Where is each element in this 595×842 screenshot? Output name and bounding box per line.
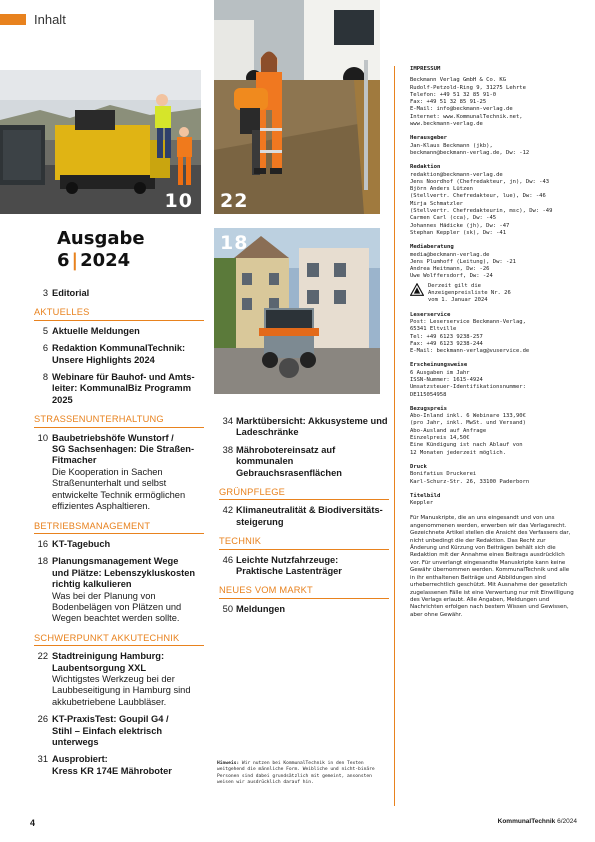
toc-title-line2: leiter: KommunalBiz Programm 2025 (52, 383, 191, 405)
toc-title-line2: Stihl – Einfach elektrisch unterwegs (52, 725, 163, 747)
toc-entry[interactable] (34, 539, 204, 550)
price-list-notice (410, 283, 574, 305)
issue-number-year (57, 250, 145, 272)
photo-page-number: 18 (220, 232, 249, 254)
footer-magazine-issue: 6/2024 (557, 818, 577, 825)
gender-note (217, 761, 387, 786)
toc-page: 6 (42, 343, 48, 354)
footer-magazine-name: KommunalTechnik (497, 818, 556, 825)
impressum-subheading: Bezugspreis (410, 405, 448, 412)
toc-title: Marktübersicht: Akkusysteme und (236, 416, 388, 426)
toc-title-line2: Gebrauchsrasenflächen (236, 467, 342, 478)
impressum-subheading: Mediaberatung (410, 244, 454, 251)
impressum-titelbild: Keppler (410, 500, 434, 507)
photo-street-sweeper (214, 228, 380, 394)
toc-title: Baubetriebshöfe Wunstorf / (52, 432, 174, 443)
toc-title-line2: SG Sachsenhagen: Die Straßen-Fitmacher (52, 444, 195, 466)
note-text: Wir nutzen bei KommunalTechnik in den Texten weitgehend die männliche Form. Weibliche und nicht-binäre Personen sind dabei grundsätzlich mit gemeint, ansonsten weisen wir ausdrücklich darauf hin. (217, 761, 375, 785)
toc-middle-column (219, 416, 389, 621)
section-heading-gruen: GRÜNPFLEGE (219, 487, 389, 500)
toc-title-line2: steigerung (236, 516, 284, 527)
impressum-bezugspreis: Abo-Inland inkl. 6 Webinare 133,90€ (pro Jahr, inkl. MwSt. und Versand) Abo-Ausland auf Anfrage Einzelpreis 14,50€ Eine Kündigung ist nach Ablauf von 12 Monaten jederzeit möglich. (410, 413, 526, 456)
toc-title: Editorial (52, 288, 90, 298)
impressum-heading: IMPRESSUM (410, 66, 441, 72)
issue-number: 6 (57, 250, 70, 271)
page-title: Inhalt (34, 12, 66, 27)
photo-page-number: 10 (164, 190, 193, 212)
toc-entry[interactable] (34, 754, 204, 777)
photo-leaf-blower-illustration (214, 0, 380, 214)
toc-entry[interactable] (34, 714, 204, 748)
impressum-erscheinung: 6 Ausgaben im Jahr ISSN-Nummer: 1615-4924 Umsatzsteuer-Identifikationsnummer: DE115054958 (410, 369, 526, 398)
issue-label: Ausgabe (57, 228, 145, 249)
toc-page: 46 (222, 554, 233, 565)
toc-title: Klimaneutralität & Biodiversitäts- (236, 505, 383, 516)
toc-entry[interactable] (219, 445, 389, 479)
impressum-subheading: Titelbild (410, 492, 441, 499)
impressum-column (394, 66, 574, 806)
toc-title-line2: Praktische Lastenträger (236, 566, 342, 577)
toc-page: 16 (37, 538, 48, 549)
toc-title-line2: Laubentsorgung XXL (52, 662, 146, 673)
toc-title: Meldungen (236, 603, 286, 614)
toc-page: 26 (37, 714, 48, 725)
toc-page: 34 (222, 416, 233, 426)
photo-page-number: 22 (220, 190, 249, 212)
toc-entry[interactable] (34, 326, 204, 337)
toc-title-line2: Kress KR 174E Mähroboter (52, 765, 172, 776)
issue-separator: | (71, 250, 79, 271)
note-label: Hinweis: (217, 761, 240, 766)
toc-page: 42 (222, 505, 233, 516)
toc-description: Was bei der Planung von Bodenbelägen von Plätzen und Wegen beachtet werden sollte. (52, 590, 182, 624)
impressum-leserservice: Post: Leserservice Beckmann-Verlag, 65341 Eltville Tel: +49 6123 9238-257 Fax: +49 6123 9238-244 E-Mail: beckmann-verlag@vuservice.de (410, 318, 530, 355)
toc-page: 8 (42, 372, 48, 383)
toc-title: Mährobotereinsatz auf kommunalen (236, 444, 336, 467)
impressum-publisher: Beckmann Verlag GmbH & Co. KG Rudolf-Petzold-Ring 9, 31275 Lehrte Telefon: +49 51 32 85 91-0 Fax: +49 51 32 85 91-25 E-Mail: info@beckmann-verlag.de Internet: www.KommunalTechnik.net, www.beckmann-verlag.de (410, 77, 526, 128)
toc-title: Planungsmanagement Wege (52, 556, 179, 567)
issue-block (57, 228, 145, 272)
toc-page: 50 (222, 603, 233, 614)
toc-entry[interactable] (34, 372, 204, 406)
impressum-druck: Bonifatius Druckerei Karl-Schurz-Str. 26, 33100 Paderborn (410, 471, 530, 485)
toc-page: 31 (37, 754, 48, 765)
section-heading-technik: TECHNIK (219, 536, 389, 549)
section-heading-betrieb: BETRIEBSMANAGEMENT (34, 521, 204, 534)
price-list-text: Derzeit gilt die Anzeigenpreisliste Nr. 26 vom 1. Januar 2024 (428, 282, 511, 304)
toc-title: Webinare für Bauhof- und Amts- (52, 372, 195, 383)
toc-entry[interactable] (219, 416, 389, 439)
section-heading-aktuelles: AKTUELLES (34, 307, 204, 320)
impressum-subheading: Leserservice (410, 311, 451, 318)
impressum-subheading: Herausgeber (410, 135, 448, 142)
impressum-subheading: Erscheinungsweise (410, 362, 468, 369)
footer-page-number: 4 (30, 818, 36, 828)
section-heading-strassen: STRASSENUNTERHALTUNG (34, 414, 204, 427)
toc-entry-editorial[interactable] (34, 288, 204, 299)
impressum-media: media@beckmann-verlag.de Jens Plumhoff (Leitung), Dw: -21 Andrea Heitmann, Dw: -26 Uwe Wolffersdorf, Dw: -24 (410, 251, 516, 280)
impressum-subheading: Druck (410, 463, 427, 470)
toc-description: Wichtigstes Werkzeug bei der Laubbeseitigung in Hamburg sind akkubetriebene Laubbläser. (52, 673, 191, 707)
toc-title-line2: Unsere Highlights 2024 (52, 354, 155, 365)
footer-magazine (498, 818, 577, 825)
toc-title-line2: und Plätze: Lebenszykluskosten richtig kalkulieren (52, 567, 196, 590)
toc-entry[interactable] (34, 343, 204, 366)
issue-year: 2024 (80, 250, 131, 271)
photo-road-paver (0, 70, 201, 214)
toc-title: KT-PraxisTest: Goupil G4 / (52, 714, 169, 725)
warning-triangle-icon (410, 283, 424, 296)
impressum-subheading: Redaktion (410, 164, 441, 171)
photo-leaf-blower (214, 0, 380, 214)
toc-title: Aktuelle Meldungen (52, 325, 140, 336)
toc-title-line2: Ladeschränke (236, 427, 299, 438)
toc-title: Ausprobiert: (52, 754, 108, 765)
toc-entry[interactable] (219, 604, 389, 615)
impressum-legal-text: Für Manuskripte, die an uns eingesandt und von uns angenommenen werden, erwerben wir das Verlagsrecht. Gezeichnete Artikel stellen die Ansicht des Verfassers dar, nicht unbedingt die der Redaktion. Das Recht zur Änderung und Kürzung von Beiträgen behält sich die Redaktion mit der Annahme eines Beitrags ausdrücklich vor. Für unverlangt eingesandte Manuskripte kann keine Gewähr übernommen werden. KommunalTechnik und alle in ihr enthaltenen Beiträge und Abbildungen sind urheberrechtlich geschützt. Mit Ausnahme der gesetzlich zugelassenen Fälle ist eine Verwertung nur mit Einwilligung des Verlags erlaubt. Alle Angaben, Meldungen und Nachrichten erfolgen nach bestem Wissen und Gewissen, aber ohne Gewähr. (410, 515, 574, 618)
toc-entry[interactable] (34, 556, 204, 624)
toc-page: 5 (42, 325, 48, 336)
toc-page: 38 (222, 444, 233, 455)
toc-page: 3 (42, 288, 48, 298)
toc-entry[interactable] (219, 505, 389, 528)
header-accent-bar (0, 14, 26, 25)
toc-description: Die Kooperation in Sachen Straßenunterhalt und selbst entwickelte Technik ermöglichen effizientes Asphaltieren. (52, 466, 186, 512)
toc-title: Leichte Nutzfahrzeuge: (236, 554, 339, 565)
toc-page: 22 (37, 651, 48, 662)
toc-page: 18 (37, 556, 48, 567)
toc-entry[interactable] (34, 651, 204, 708)
section-heading-akku: SCHWERPUNKT AKKUTECHNIK (34, 633, 204, 646)
toc-title: Stadtreinigung Hamburg: (52, 651, 165, 662)
toc-entry[interactable] (219, 555, 389, 578)
impressum-herausgeber: Jan-Klaus Beckmann (jkb), beckmann@beckmann-verlag.de, Dw: -12 (410, 142, 530, 156)
toc-entry[interactable] (34, 433, 204, 513)
toc-title: Redaktion KommunalTechnik: (52, 343, 186, 354)
section-heading-markt: NEUES VOM MARKT (219, 585, 389, 598)
impressum-redaktion: redaktion@beckmann-verlag.de Jens Noordhof (Chefredakteur, jn), Dw: -43 Björn Anders Lützen (Stellvertr. Chefredakteur, lue), Dw: -46 Mirja Schmatzler (Stellvertr. Chefredakteurin, msc), Dw: -49 Carmen Carl (cca), Dw: -45 Johannes Hädicke (jh), Dw: -47 Stephan Keppler (sk), Dw: -41 (410, 171, 553, 236)
toc-title: KT-Tagebuch (52, 538, 111, 549)
toc-left-column (34, 288, 204, 783)
toc-page: 10 (37, 432, 48, 443)
